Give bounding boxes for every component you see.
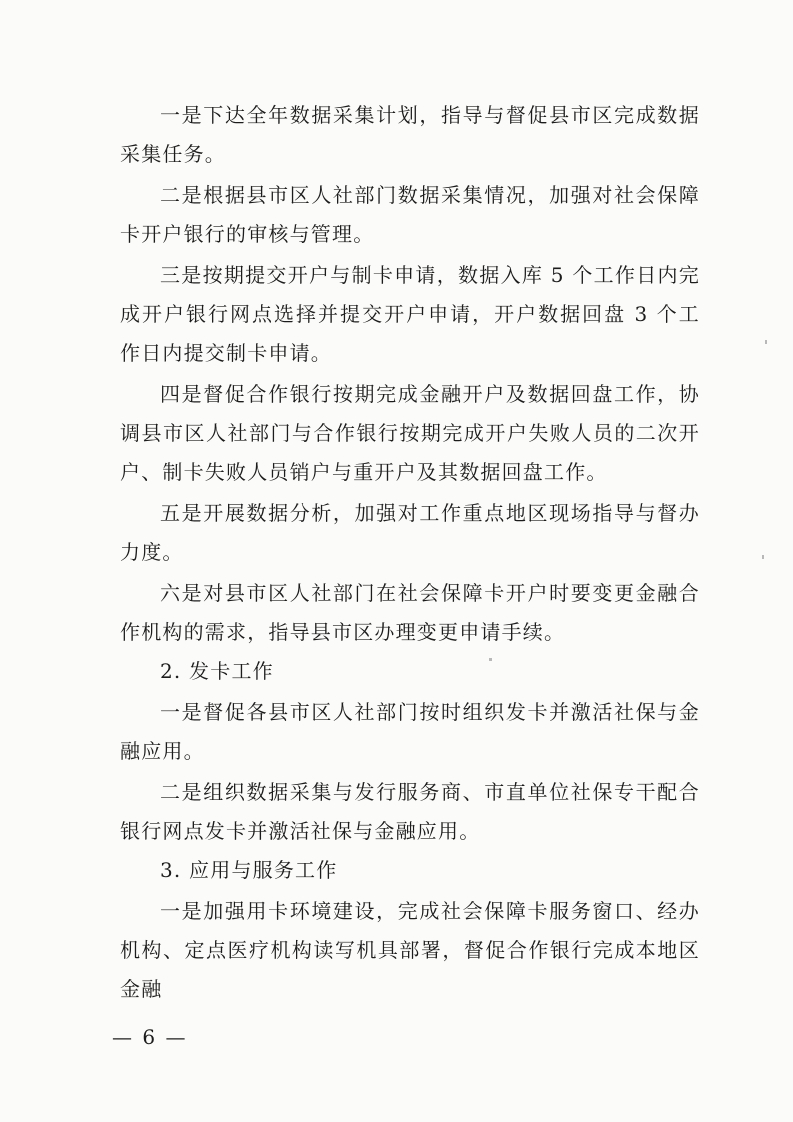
paragraph-item-2: 二是根据县市区人社部门数据采集情况，加强对社会保障卡开户银行的审核与管理。	[120, 183, 700, 246]
paragraph-item-9: 一是加强用卡环境建设，完成社会保障卡服务窗口、经办机构、定点医疗机构读写机具部署，督促合作银行完成本地区金融	[120, 899, 700, 1001]
scan-speck	[762, 555, 764, 559]
paragraph-item-3: 三是按期提交开户与制卡申请，数据入库 5 个工作日内完成开户银行网点选择并提交开户申请，开户数据回盘 3 个工作日内提交制卡申请。	[120, 263, 700, 365]
paragraph-item-5: 五是开展数据分析，加强对工作重点地区现场指导与督办力度。	[120, 501, 700, 564]
paragraph-item-8: 二是组织数据采集与发行服务商、市直单位社保专干配合银行网点发卡并激活社保与金融应用。	[120, 780, 700, 843]
section-heading-2: 2. 发卡工作	[160, 659, 274, 683]
paragraph-item-6: 六是对县市区人社部门在社会保障卡开户时要变更金融合作机构的需求，指导县市区办理变更申请手续。	[120, 581, 700, 644]
document-body	[120, 96, 700, 1009]
paragraph-item-7: 一是督促各县市区人社部门按时组织发卡并激活社保与金融应用。	[120, 700, 700, 763]
scan-speck	[489, 658, 492, 661]
page-number: — 6 —	[112, 1025, 188, 1049]
section-heading-3: 3. 应用与服务工作	[160, 858, 338, 882]
scan-speck	[765, 340, 767, 344]
paragraph-item-4: 四是督促合作银行按期完成金融开户及数据回盘工作，协调县市区人社部门与合作银行按期完成开户失败人员的二次开户、制卡失败人员销户与重开户及其数据回盘工作。	[120, 382, 700, 484]
paragraph-item-1: 一是下达全年数据采集计划，指导与督促县市区完成数据采集任务。	[120, 103, 700, 166]
